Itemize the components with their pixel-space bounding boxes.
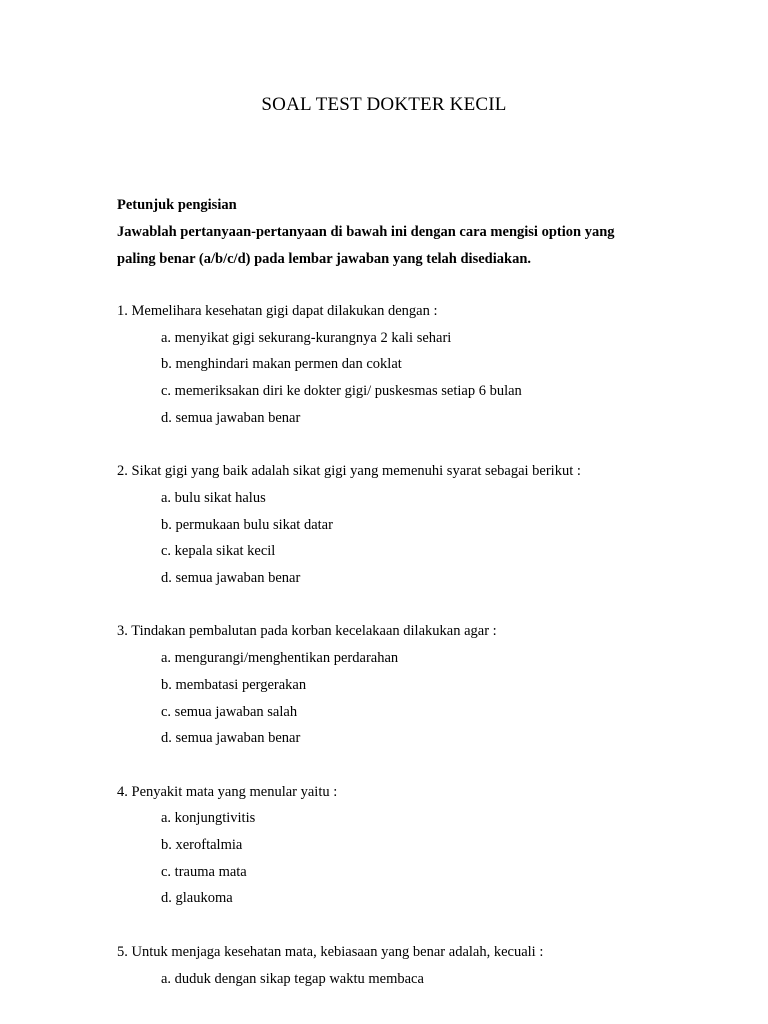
page-title: SOAL TEST DOKTER KECIL bbox=[261, 94, 507, 115]
option-c: c. kepala sikat kecil bbox=[161, 543, 276, 560]
question-text: 4. Penyakit mata yang menular yaitu : bbox=[117, 783, 338, 800]
question-text: 1. Memelihara kesehatan gigi dapat dilakukan dengan : bbox=[117, 303, 438, 319]
option-c: c. trauma mata bbox=[161, 863, 247, 880]
instructions-block bbox=[117, 192, 717, 273]
option-d: d. semua jawaban benar bbox=[161, 570, 301, 587]
instructions-line-1: Jawablah pertanyaan-pertanyaan di bawah ini dengan cara mengisi option yang bbox=[117, 224, 615, 240]
question-list bbox=[117, 298, 737, 1019]
question-text: 3. Tindakan pembalutan pada korban kecelakaan dilakukan agar : bbox=[117, 623, 497, 640]
option-list bbox=[117, 485, 737, 592]
option-list bbox=[117, 325, 737, 432]
option-a: a. duduk dengan sikap tegap waktu membaca bbox=[161, 970, 424, 987]
option-a: a. konjungtivitis bbox=[161, 810, 256, 827]
option-b: b. menghindari makan permen dan coklat bbox=[161, 356, 402, 373]
instructions-heading: Petunjuk pengisian bbox=[117, 197, 237, 213]
option-d: d. semua jawaban benar bbox=[161, 409, 301, 426]
question-4 bbox=[117, 779, 737, 913]
question-text: 2. Sikat gigi yang baik adalah sikat gigi yang memenuhi syarat sebagai berikut : bbox=[117, 463, 581, 480]
option-b: b. membatasi pergerakan bbox=[161, 676, 307, 693]
option-list bbox=[117, 966, 737, 993]
option-b: b. xeroftalmia bbox=[161, 837, 243, 854]
option-b: b. permukaan bulu sikat datar bbox=[161, 516, 333, 533]
question-1 bbox=[117, 298, 737, 432]
instructions-line-2: paling benar (a/b/c/d) pada lembar jawaban yang telah disediakan. bbox=[117, 251, 532, 267]
option-list bbox=[117, 805, 737, 912]
option-d: d. semua jawaban benar bbox=[161, 730, 301, 747]
option-a: a. mengurangi/menghentikan perdarahan bbox=[161, 650, 399, 667]
question-3 bbox=[117, 618, 737, 752]
option-c: c. semua jawaban salah bbox=[161, 703, 298, 720]
option-c: c. memeriksakan diri ke dokter gigi/ puskesmas setiap 6 bulan bbox=[161, 383, 522, 400]
option-d: d. glaukoma bbox=[161, 890, 233, 907]
question-2 bbox=[117, 458, 737, 592]
option-list bbox=[117, 645, 737, 752]
option-a: a. bulu sikat halus bbox=[161, 489, 266, 506]
question-text: 5. Untuk menjaga kesehatan mata, kebiasaan yang benar adalah, kecuali : bbox=[117, 943, 544, 960]
question-5 bbox=[117, 939, 737, 992]
option-a: a. menyikat gigi sekurang-kurangnya 2 kali sehari bbox=[161, 329, 452, 346]
